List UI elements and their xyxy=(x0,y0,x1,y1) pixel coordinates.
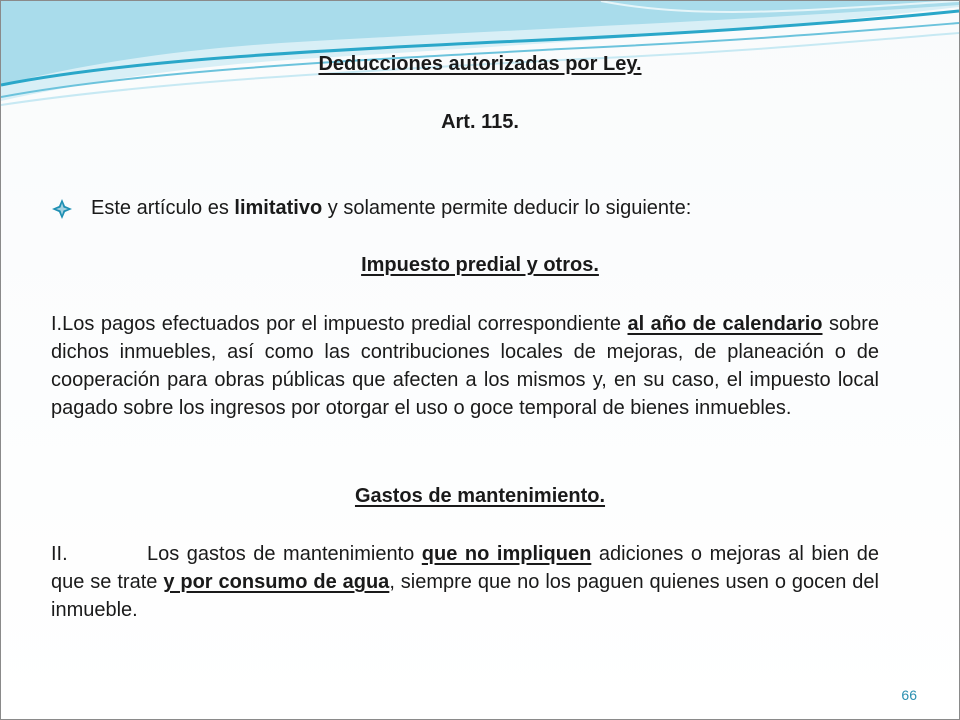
paragraph-text: sobre dichos inmuebles, así como las contribuciones locales de mejoras, de planeación o de cooperación para obras públicas que afecten a los mismos y, en su caso, el impuesto local pagado sobre los ingresos por otorgar el uso o goce temporal de bienes inmuebles. xyxy=(51,313,879,419)
paragraph-text: Los gastos de mantenimiento xyxy=(147,543,422,565)
bullet-text-bold: limitativo xyxy=(234,197,323,219)
bullet-item xyxy=(51,197,691,220)
section-heading-impuesto: Impuesto predial y otros. xyxy=(361,254,599,276)
page-title: Deducciones autorizadas por Ley. xyxy=(318,53,642,75)
paragraph-emphasis: al año de calendario xyxy=(627,313,823,335)
paragraph-text: , siempre que no los paguen quienes usen o gocen del inmueble. xyxy=(51,571,879,621)
bullet-text-post: y solamente permite deducir lo siguiente: xyxy=(322,197,692,219)
paragraph-text: adiciones o mejoras al bien de que se trate xyxy=(51,543,879,593)
paragraph-gastos-mantenimiento xyxy=(51,540,879,624)
paragraph-emphasis: que no impliquen xyxy=(421,543,592,565)
paragraph-impuesto-predial xyxy=(51,310,879,422)
article-number: Art. 115. xyxy=(441,111,519,133)
paragraph-emphasis: y por consumo de agua xyxy=(163,571,390,593)
diamond-bullet-icon xyxy=(51,198,73,220)
bullet-text-pre: Este artículo es xyxy=(91,197,235,219)
section-heading-gastos: Gastos de mantenimiento. xyxy=(354,485,606,507)
paragraph-text: I.Los pagos efectuados por el impuesto predial correspondiente xyxy=(51,313,628,335)
paragraph-number: II. xyxy=(51,543,68,565)
page-number: 66 xyxy=(901,687,917,703)
